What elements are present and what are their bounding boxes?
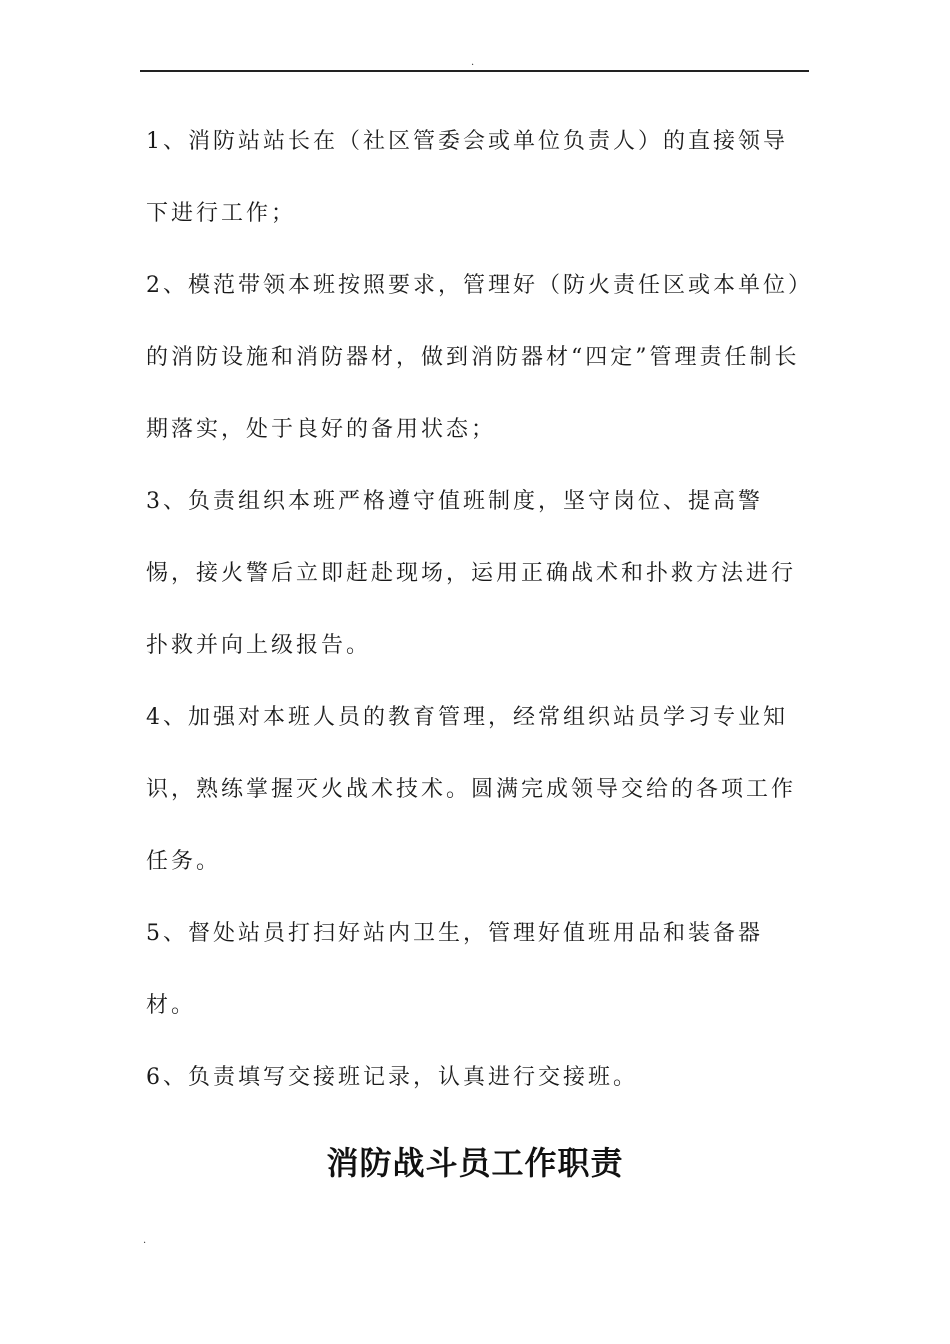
footer-mark: . [143, 1235, 147, 1246]
header-rule [140, 70, 809, 72]
paragraph-1: 1、消防站站长在（社区管委会或单位负责人）的直接领导下进行工作； [146, 129, 788, 226]
header-mark: . [471, 57, 475, 68]
paragraph-3: 3、负责组织本班严格遵守值班制度，坚守岗位、提高警惕，接火警后立即赶赴现场，运用正确战术和扑救方法进行扑救并向上级报告。 [146, 489, 797, 658]
document-body [146, 106, 810, 1114]
paragraph-4: 4、加强对本班人员的教育管理，经常组织站员学习专业知识，熟练掌握灭火战术技术。圆满完成领导交给的各项工作任务。 [146, 705, 797, 874]
paragraph-2: 2、模范带领本班按照要求，管理好（防火责任区或本单位）的消防设施和消防器材，做到消防器材“四定”管理责任制长期落实，处于良好的备用状态； [146, 273, 802, 442]
paragraph-5: 5、督处站员打扫好站内卫生，管理好值班用品和装备器材。 [146, 921, 763, 1018]
section-title: 消防战斗员工作职责 [326, 1143, 624, 1182]
paragraph-6: 6、负责填写交接班记录，认真进行交接班。 [146, 1065, 638, 1090]
